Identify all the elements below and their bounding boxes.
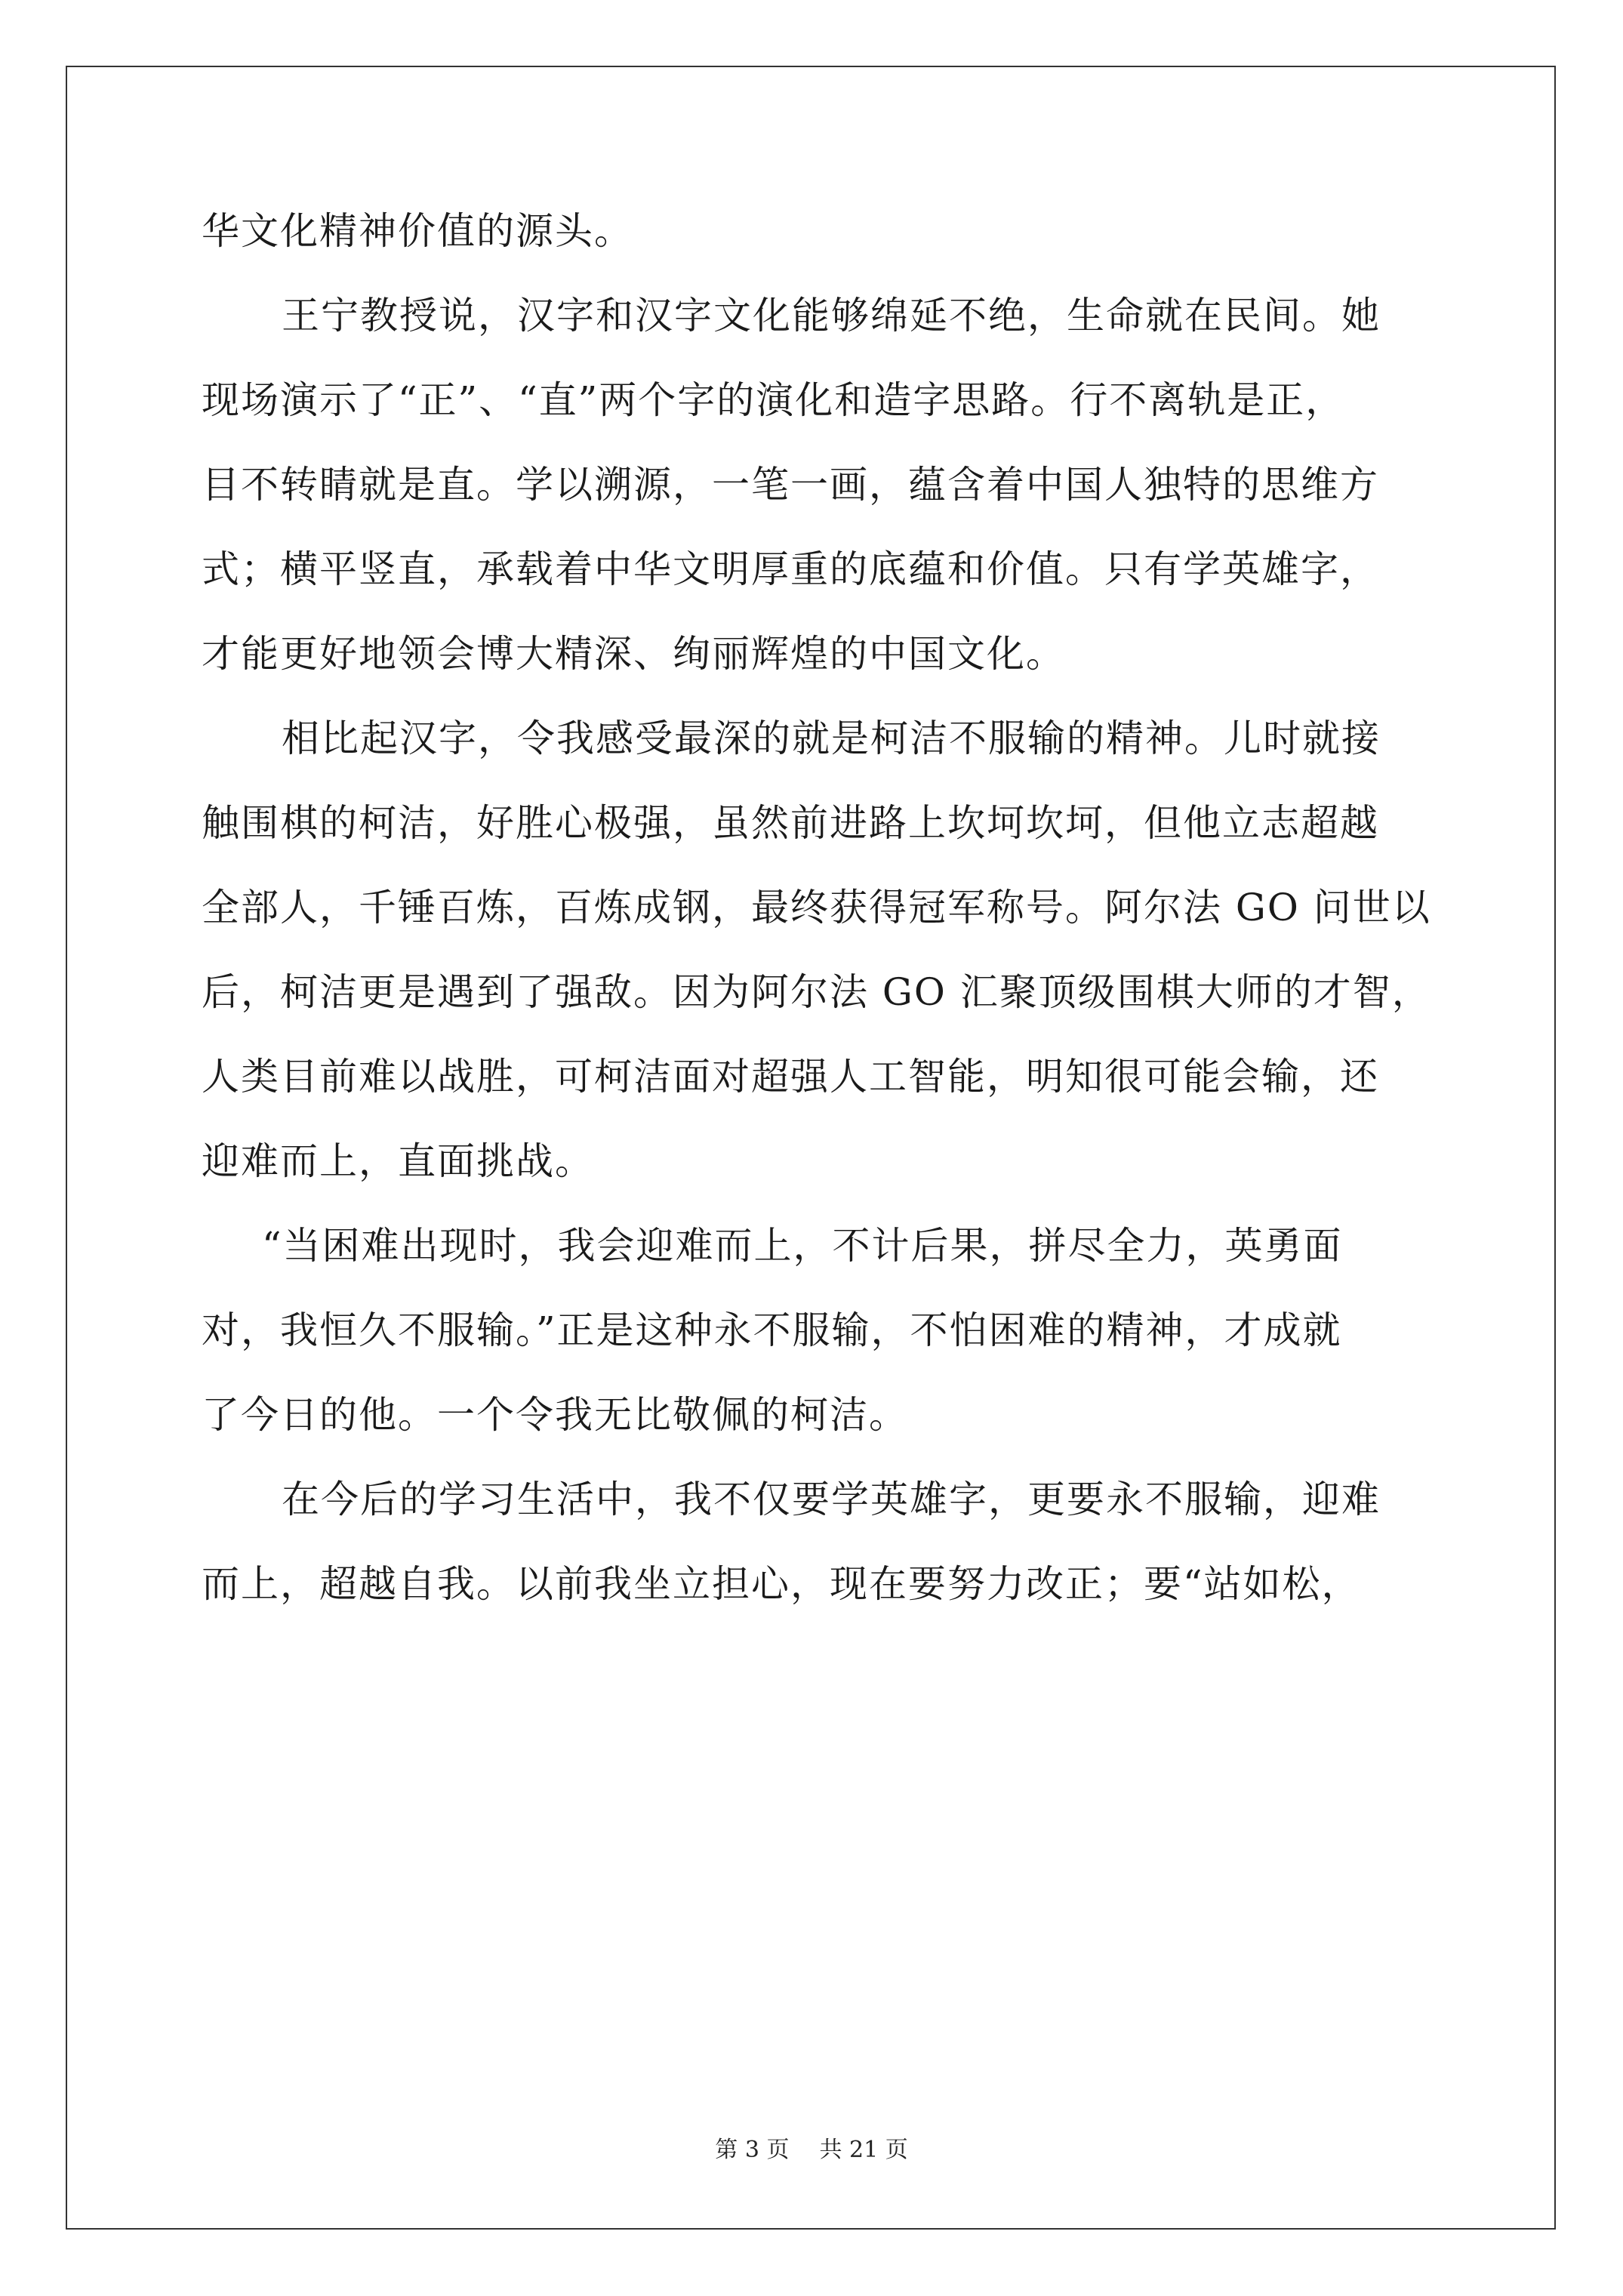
text-line: 对，我恒久不服输。”正是这种永不服输，不怕困难的精神，才成就 — [202, 1308, 1342, 1352]
text-line: 触围棋的柯洁，好胜心极强，虽然前进路上坎坷坎坷，但他立志超越 — [202, 801, 1379, 845]
paragraph-first-line: 相比起汉字，令我感受最深的就是柯洁不服输的精神。儿时就接 — [282, 717, 1381, 760]
text-line: 后，柯洁更是遇到了强敌。因为阿尔法 GO 汇聚顶级围棋大师的才智， — [202, 970, 1431, 1014]
page-number: 第 3 页 — [715, 2137, 790, 2163]
text-line: 目不转睛就是直。学以溯源，一笔一画，蕴含着中国人独特的思维方 — [202, 463, 1379, 507]
page-total: 共 21 页 — [819, 2137, 908, 2163]
text-line: 才能更好地领会博大精深、绚丽辉煌的中国文化。 — [202, 632, 1065, 676]
document-body — [202, 189, 1440, 1626]
text-line: 现场演示了“正”、“直”两个字的演化和造字思路。行不离轨是正， — [202, 378, 1345, 422]
text-line: 迎难而上，直面挑战。 — [202, 1139, 594, 1183]
text-line: 而上，超越自我。以前我坐立担心，现在要努力改正；要“站如松， — [202, 1562, 1361, 1606]
page-footer — [0, 2135, 1623, 2165]
text-line: 式；横平竖直，承载着中华文明厚重的底蕴和价值。只有学英雄字， — [202, 547, 1379, 591]
text-line: 人类目前难以战胜，可柯洁面对超强人工智能，明知很可能会输，还 — [202, 1055, 1379, 1099]
paragraph-first-line: 王宁教授说，汉字和汉字文化能够绵延不绝，生命就在民间。她 — [282, 294, 1381, 337]
text-line: 全部人，千锤百炼，百炼成钢，最终获得冠军称号。阿尔法 GO 问世以 — [202, 886, 1431, 929]
paragraph-first-line: 在今后的学习生活中，我不仅要学英雄字，更要永不服输，迎难 — [282, 1478, 1381, 1521]
text-line: 了今日的他。一个令我无比敬佩的柯洁。 — [202, 1393, 908, 1437]
text-line: 华文化精神价值的源头。 — [202, 209, 633, 253]
paragraph-first-line: “当困难出现时，我会迎难而上，不计后果，拼尽全力，英勇面 — [262, 1224, 1343, 1268]
